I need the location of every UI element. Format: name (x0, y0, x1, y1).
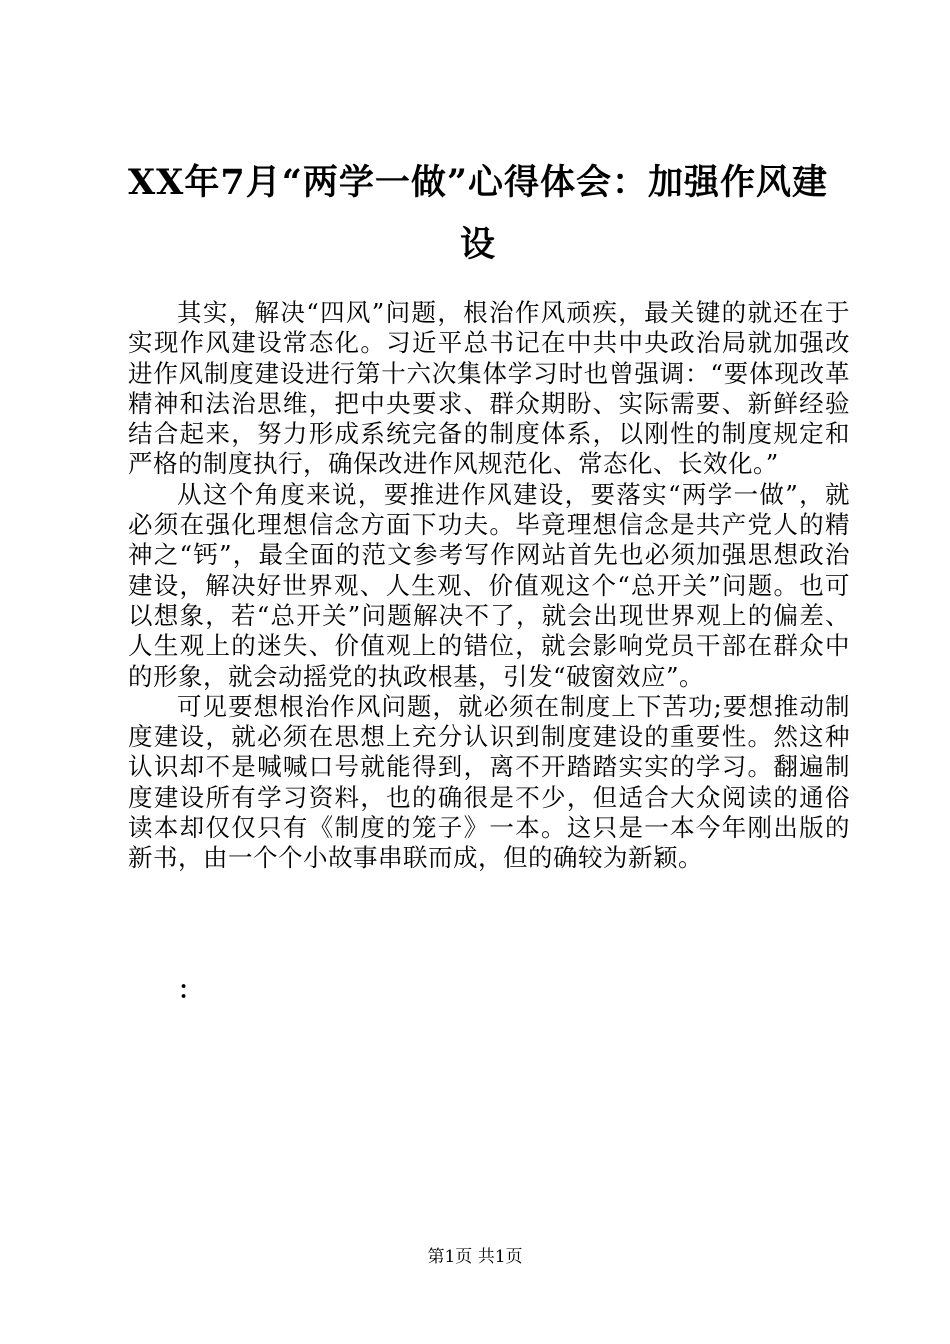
paragraph-1: 其实，解决“四风”问题，根治作风顽疾，最关键的就还在于实现作风建设常态化。习近平总书记在中共中央政治局就加强改进作风制度建设进行第十六次集体学习时也曾强调：“要体现改革精神和法治思维，把中央要求、群众期盼、实际需要、新鲜经验结合起来，努力形成系统完备的制度体系，以刚性的制度规定和严格的制度执行，确保改进作风规范化、常态化、长效化。” (128, 298, 850, 479)
trailing-colon: ： (178, 975, 202, 1004)
document-body (128, 298, 850, 874)
paragraph-3: 可见要想根治作风问题，就必须在制度上下苦功;要想推动制度建设，就必须在思想上充分认识到制度建设的重要性。然这种认识却不是喊喊口号就能得到，离不开踏踏实实的学习。翻遍制度建设所有学习资料，也的确很是不少，但适合大众阅读的通俗读本却仅仅只有《制度的笼子》一本。这只是一本今年刚出版的新书，由一个个小故事串联而成，但的确较为新颖。 (128, 691, 850, 873)
paragraph-2: 从这个角度来说，要推进作风建设，要落实“两学一做”，就必须在强化理想信念方面下功夫。毕竟理想信念是共产党人的精神之“钙”，最全面的范文参考写作网站首先也必须加强思想政治建设，解决好世界观、人生观、价值观这个“总开关”问题。也可以想象，若“总开关”问题解决不了，就会出现世界观上的偏差、人生观上的迷失、价值观上的错位，就会影响党员干部在群众中的形象，就会动摇党的执政根基，引发“破窗效应”。 (128, 479, 850, 691)
page-footer: 第1页 共1页 (427, 1247, 523, 1267)
document-title: XX年7月“两学一做”心得体会：加强作风建设 (128, 162, 828, 265)
